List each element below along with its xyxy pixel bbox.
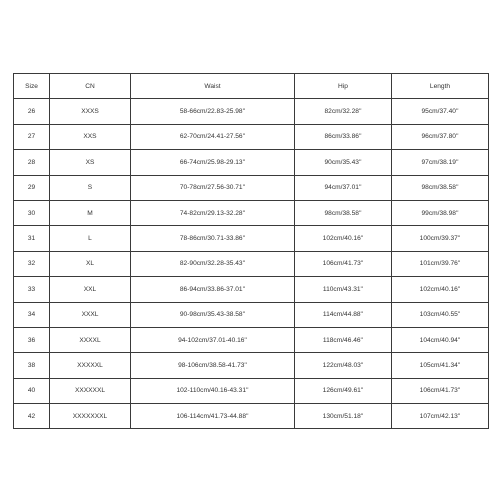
cell-cn: XXXL (50, 302, 131, 327)
table-row (14, 404, 489, 429)
cell-waist: 70-78cm/27.56-30.71'' (131, 175, 295, 200)
table-row (14, 226, 489, 251)
cell-waist: 66-74cm/25.98-29.13'' (131, 150, 295, 175)
cell-cn: S (50, 175, 131, 200)
table-row (14, 175, 489, 200)
table-row (14, 327, 489, 352)
cell-hip: 110cm/43.31'' (295, 277, 392, 302)
cell-length: 103cm/40.55'' (392, 302, 489, 327)
header-length: Length (392, 74, 489, 99)
cell-waist: 90-98cm/35.43-38.58'' (131, 302, 295, 327)
cell-length: 107cm/42.13'' (392, 404, 489, 429)
cell-hip: 118cm/46.46'' (295, 327, 392, 352)
cell-cn: XXS (50, 124, 131, 149)
cell-length: 97cm/38.19'' (392, 150, 489, 175)
cell-waist: 78-86cm/30.71-33.86'' (131, 226, 295, 251)
cell-hip: 130cm/51.18'' (295, 404, 392, 429)
cell-size: 26 (14, 99, 50, 124)
header-cn: CN (50, 74, 131, 99)
cell-waist: 62-70cm/24.41-27.56'' (131, 124, 295, 149)
cell-cn: XXXXXXXL (50, 404, 131, 429)
cell-waist: 106-114cm/41.73-44.88'' (131, 404, 295, 429)
cell-waist: 102-110cm/40.16-43.31'' (131, 378, 295, 403)
cell-waist: 74-82cm/29.13-32.28'' (131, 200, 295, 225)
cell-size: 33 (14, 277, 50, 302)
cell-length: 100cm/39.37'' (392, 226, 489, 251)
cell-length: 96cm/37.80'' (392, 124, 489, 149)
table-row (14, 302, 489, 327)
cell-cn: XXXXXL (50, 353, 131, 378)
cell-hip: 106cm/41.73'' (295, 251, 392, 276)
table-row (14, 277, 489, 302)
cell-hip: 114cm/44.88'' (295, 302, 392, 327)
size-chart-table (13, 73, 489, 429)
cell-size: 32 (14, 251, 50, 276)
cell-size: 27 (14, 124, 50, 149)
cell-hip: 98cm/38.58'' (295, 200, 392, 225)
size-chart-body (14, 99, 489, 429)
table-row (14, 353, 489, 378)
cell-waist: 86-94cm/33.86-37.01'' (131, 277, 295, 302)
cell-hip: 102cm/40.16'' (295, 226, 392, 251)
cell-hip: 86cm/33.86'' (295, 124, 392, 149)
cell-cn: XXXS (50, 99, 131, 124)
cell-hip: 82cm/32.28'' (295, 99, 392, 124)
cell-hip: 94cm/37.01'' (295, 175, 392, 200)
cell-size: 29 (14, 175, 50, 200)
cell-hip: 126cm/49.61'' (295, 378, 392, 403)
table-row (14, 251, 489, 276)
table-row (14, 124, 489, 149)
cell-cn: L (50, 226, 131, 251)
cell-size: 34 (14, 302, 50, 327)
cell-cn: XXXXXXL (50, 378, 131, 403)
cell-waist: 98-106cm/38.58-41.73'' (131, 353, 295, 378)
table-row (14, 200, 489, 225)
cell-size: 42 (14, 404, 50, 429)
cell-size: 30 (14, 200, 50, 225)
cell-length: 95cm/37.40'' (392, 99, 489, 124)
cell-size: 36 (14, 327, 50, 352)
cell-cn: XS (50, 150, 131, 175)
cell-length: 106cm/41.73'' (392, 378, 489, 403)
table-row (14, 99, 489, 124)
header-waist: Waist (131, 74, 295, 99)
cell-waist: 82-90cm/32.28-35.43'' (131, 251, 295, 276)
cell-length: 105cm/41.34'' (392, 353, 489, 378)
cell-length: 104cm/40.94'' (392, 327, 489, 352)
cell-cn: M (50, 200, 131, 225)
table-row (14, 150, 489, 175)
header-hip: Hip (295, 74, 392, 99)
cell-waist: 94-102cm/37.01-40.16'' (131, 327, 295, 352)
cell-length: 101cm/39.76'' (392, 251, 489, 276)
cell-cn: XXL (50, 277, 131, 302)
header-row (14, 74, 489, 99)
header-size: Size (14, 74, 50, 99)
cell-length: 98cm/38.58'' (392, 175, 489, 200)
cell-size: 38 (14, 353, 50, 378)
cell-hip: 90cm/35.43'' (295, 150, 392, 175)
cell-waist: 58-66cm/22.83-25.98'' (131, 99, 295, 124)
cell-size: 40 (14, 378, 50, 403)
cell-cn: XL (50, 251, 131, 276)
cell-length: 102cm/40.16'' (392, 277, 489, 302)
cell-size: 28 (14, 150, 50, 175)
cell-length: 99cm/38.98'' (392, 200, 489, 225)
table-row (14, 378, 489, 403)
cell-cn: XXXXL (50, 327, 131, 352)
cell-size: 31 (14, 226, 50, 251)
cell-hip: 122cm/48.03'' (295, 353, 392, 378)
